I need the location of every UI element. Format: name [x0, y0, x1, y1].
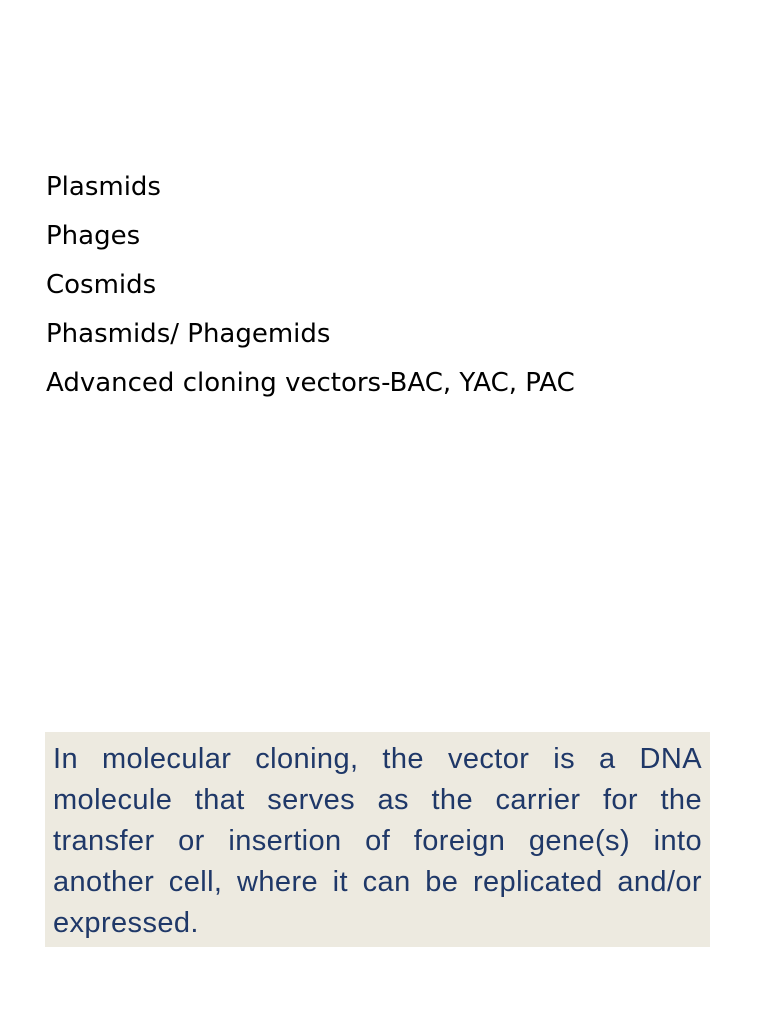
vector-type-item: Advanced cloning vectors-BAC, YAC, PAC: [46, 368, 575, 398]
vector-type-item: Plasmids: [46, 172, 161, 202]
vector-type-item: Phasmids/ Phagemids: [46, 319, 331, 349]
definition-text: In molecular cloning, the vector is a DNA molecule that serves as the carrier for the transfer or insertion of foreign gene(s) into another cell, where it can be replicated and/or expressed.: [53, 743, 702, 939]
vector-type-item: Cosmids: [46, 270, 157, 300]
definition-box: [45, 732, 710, 947]
vector-type-item: Phages: [46, 221, 141, 251]
vector-types-list: [46, 168, 575, 413]
